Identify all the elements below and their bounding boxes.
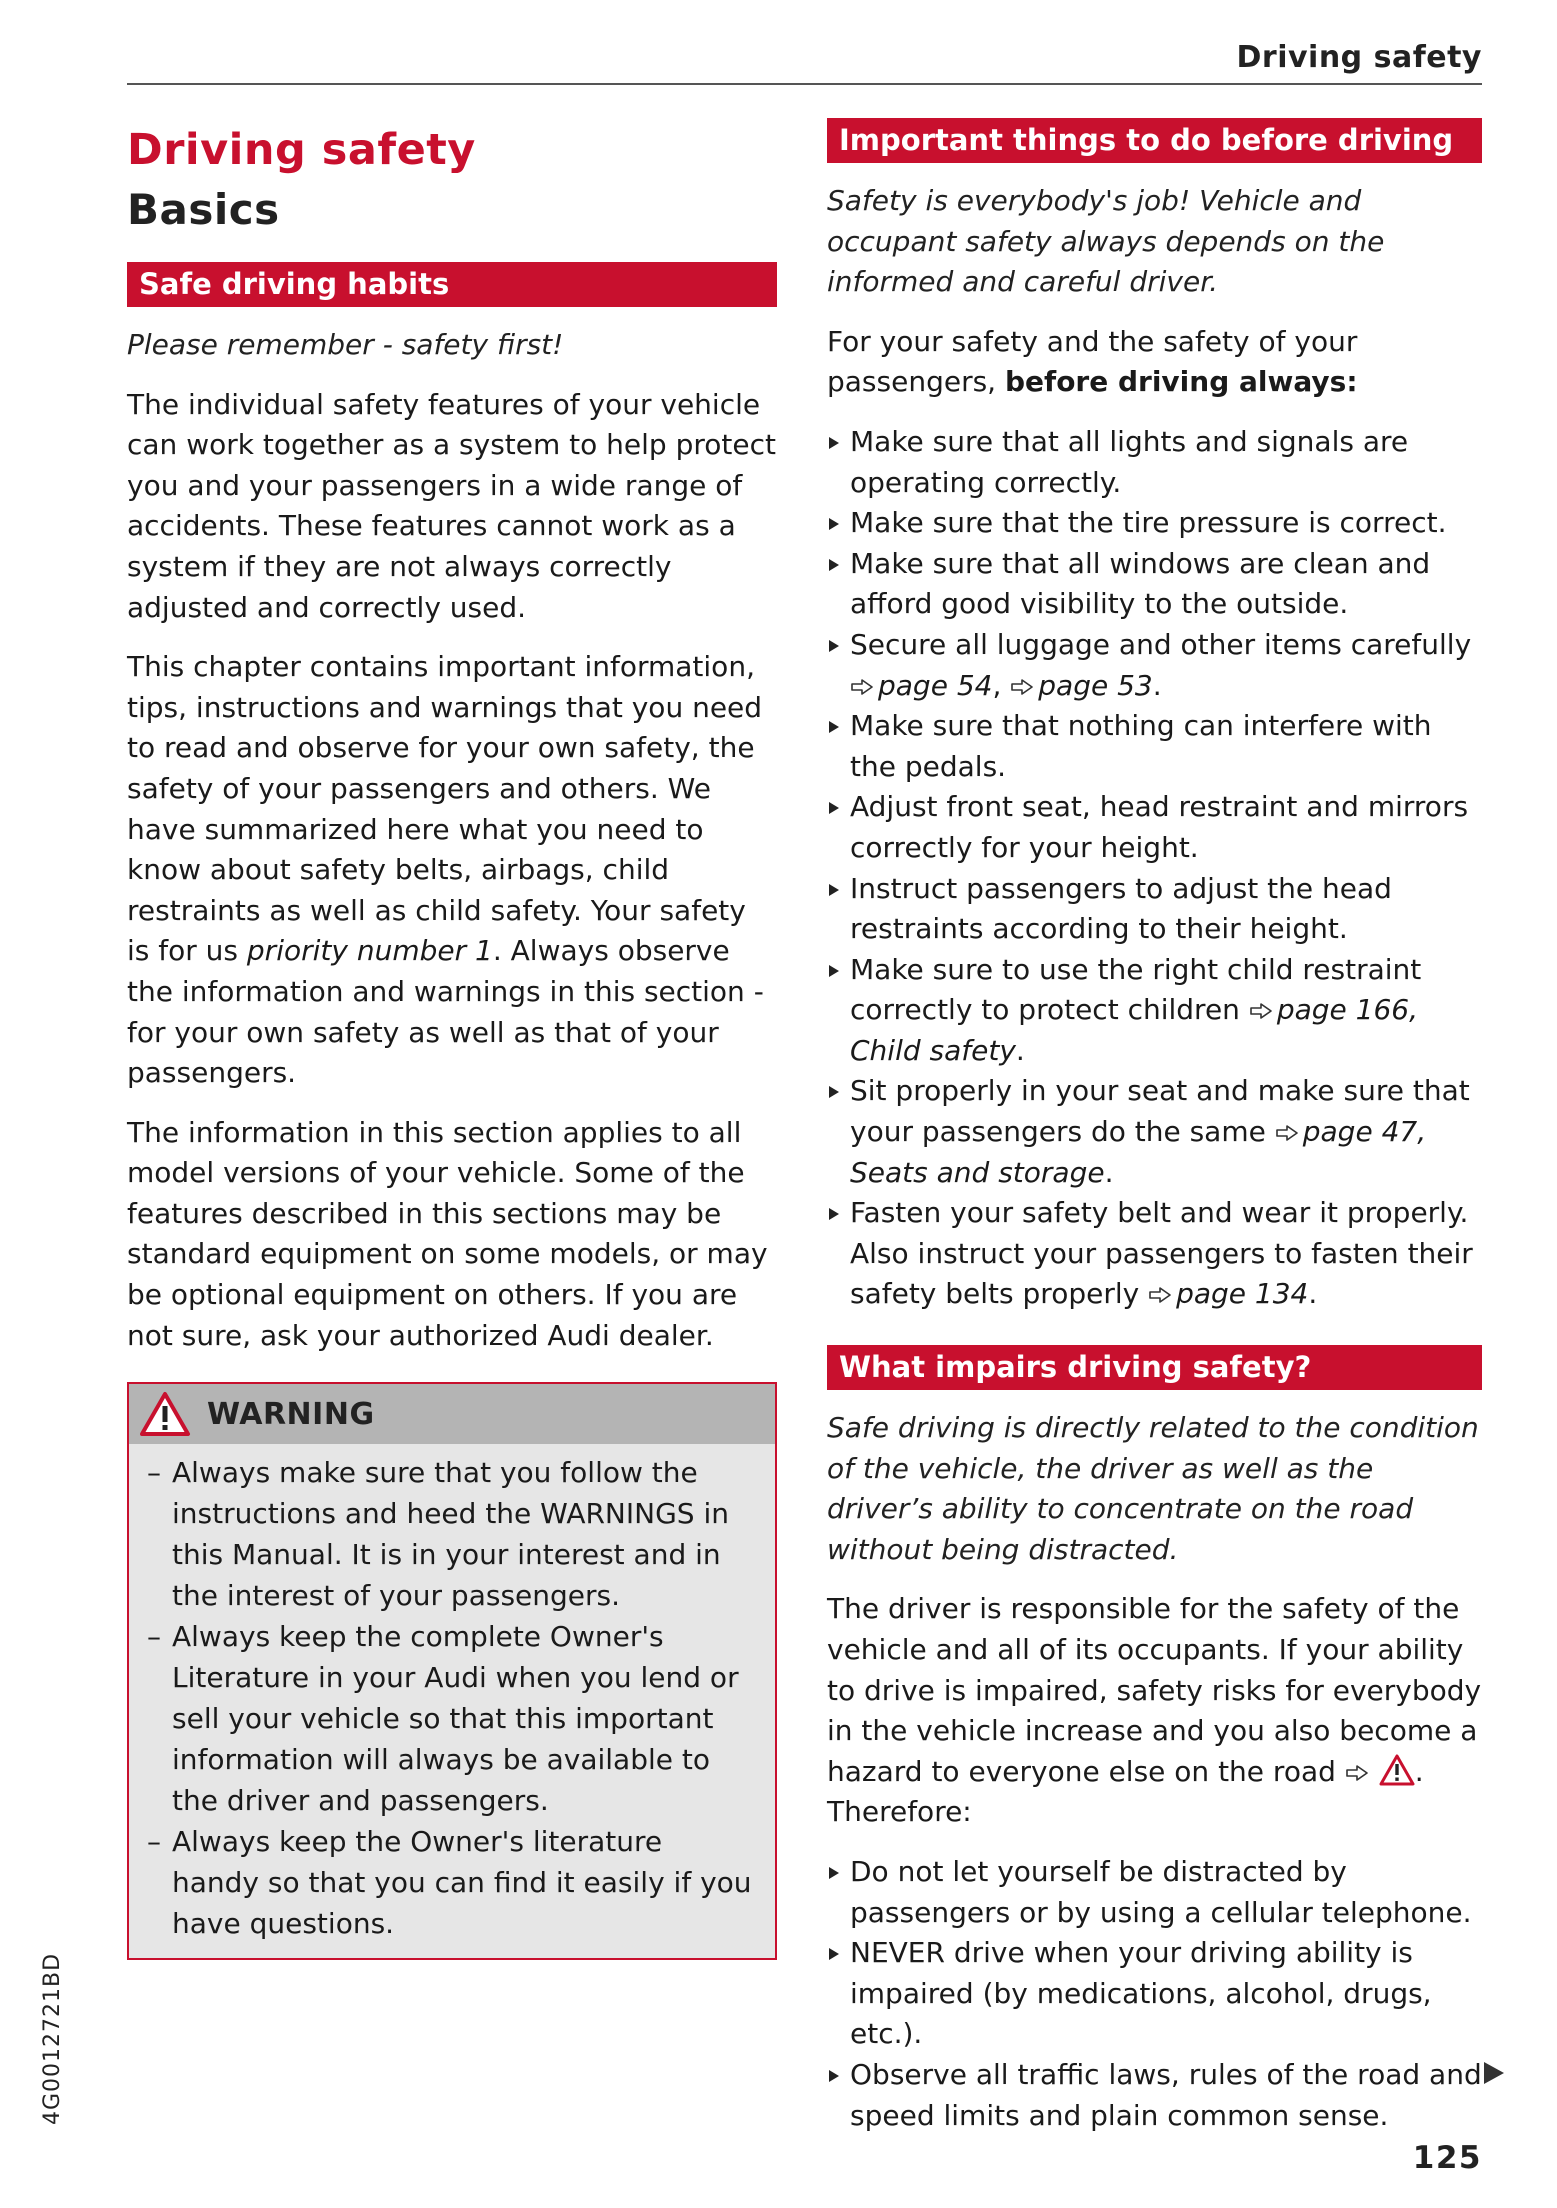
bullet-triangle-icon xyxy=(829,437,839,449)
bullet-triangle-icon xyxy=(829,640,839,652)
list-item xyxy=(827,869,1482,950)
list-item-text: Observe all traffic laws, rules of the road and speed limits and plain common sense. xyxy=(850,2057,1482,2132)
list-item xyxy=(827,787,1482,868)
reference-arrow-icon xyxy=(850,679,874,695)
bullet-triangle-icon xyxy=(829,2070,839,2082)
warning-dash: – xyxy=(147,1825,161,1859)
habits-paragraph-3: The information in this section applies to all model versions of your vehicle. Some of the features described in this sections may be standard equipment on some models, or may be optional equipment on others. If you are not sure, ask your authorized Audi dealer. xyxy=(127,1115,768,1352)
reference-arrow-icon xyxy=(1249,1003,1273,1019)
habits-paragraph-2-end: . Always observe the information and warnings in this section - for your own safety as well as that of your passengers. xyxy=(127,934,764,1090)
warning-item xyxy=(147,1821,757,1944)
habits-paragraph-2 xyxy=(127,647,777,1094)
impairs-safety-lead: Safe driving is directly related to the condition of the vehicle, the driver as well as the driver’s ability to concentrate on the road without being distracted. xyxy=(827,1411,1479,1566)
bullet-triangle-icon xyxy=(829,1867,839,1879)
page-reference-text[interactable]: page 134 xyxy=(1176,1277,1309,1311)
page-reference-link[interactable] xyxy=(1148,1277,1308,1310)
impairs-paragraph-text: The driver is responsible for the safety of the vehicle and all of its occupants. If your ability to drive is impaired, safety risks for everybody in the vehicle increase and you also become a hazard to everyone else on the road xyxy=(827,1592,1482,1788)
list-item xyxy=(827,950,1482,1072)
warning-dash: – xyxy=(147,1456,161,1490)
impairs-safety-heading: What impairs driving safety? xyxy=(827,1345,1482,1390)
warning-item xyxy=(147,1452,757,1616)
page-reference-text[interactable]: page 53 xyxy=(1038,668,1153,702)
habits-paragraph-1: The individual safety features of your vehicle can work together as a system to help protect you and your passengers in a wide range of accidents. These features cannot work as a system if they are not always correctly adjusted and correctly used. xyxy=(127,387,776,624)
reference-arrow-icon xyxy=(1148,1287,1172,1303)
before-driving-intro-text: For your safety and the safety of your passengers, xyxy=(827,324,1358,399)
warning-box xyxy=(127,1382,777,1960)
list-item-text: Secure all luggage and other items carefully xyxy=(850,627,1472,661)
list-item-end: . xyxy=(1152,668,1162,702)
list-item xyxy=(827,1071,1482,1193)
before-driving-intro xyxy=(827,322,1482,403)
list-item-end: . xyxy=(1308,1277,1318,1311)
page-reference-link[interactable] xyxy=(850,669,992,702)
document-code: 4G0012721BD xyxy=(40,1952,65,2125)
list-item-text: Make sure that the tire pressure is correct. xyxy=(850,506,1447,540)
warning-title: WARNING xyxy=(207,1396,375,1432)
warning-reference-link[interactable] xyxy=(1345,1755,1415,1788)
list-item-text: NEVER drive when your driving ability is impaired (by medications, alcohol, drugs, etc.). xyxy=(850,1936,1432,2051)
bullet-triangle-icon xyxy=(829,721,839,733)
bullet-triangle-icon xyxy=(829,965,839,977)
page-reference-text[interactable]: page 166, Child safety xyxy=(850,993,1419,1067)
warning-dash: – xyxy=(147,1620,161,1654)
list-item-text: Sit properly in your seat and make sure that your passengers do the same xyxy=(850,1074,1470,1149)
habits-paragraph-2-text: This chapter contains important information, tips, instructions and warnings that you need to read and observe for your own safety, the safety of your passengers and others. We have summarized here what you need to know about safety belts, airbags, child restraints as well as child safety. Your safety is for us xyxy=(127,650,763,968)
warning-list xyxy=(129,1444,775,1958)
list-item-text: Make sure that nothing can interfere with the pedals. xyxy=(850,709,1432,783)
bullet-triangle-icon xyxy=(829,802,839,814)
bullet-triangle-icon xyxy=(829,1086,839,1098)
list-item-text: Instruct passengers to adjust the head restraints according to their height. xyxy=(850,871,1392,946)
page-reference-text[interactable]: page 54 xyxy=(878,668,993,702)
list-item-end: . xyxy=(1015,1033,1025,1067)
bullet-triangle-icon xyxy=(829,1948,839,1960)
priority-emphasis: priority number 1 xyxy=(246,934,493,968)
list-item xyxy=(827,422,1482,503)
page-reference-text[interactable]: page 47, Seats and storage xyxy=(850,1115,1427,1189)
right-column xyxy=(827,118,1482,2155)
warning-item-text: Always keep the complete Owner's Literature in your Audi when you lend or sell your vehicle so that this important information will always be available to the driver and passengers. xyxy=(172,1620,739,1818)
before-driving-emphasis: before driving always: xyxy=(1004,365,1358,399)
impairs-list xyxy=(827,1852,1482,2136)
page-reference-link[interactable] xyxy=(1010,669,1152,702)
impairs-paragraph-end: . Therefore: xyxy=(827,1754,1424,1829)
list-item-text: Make sure that all windows are clean and afford good visibility to the outside. xyxy=(850,546,1431,621)
list-item-end: . xyxy=(1104,1155,1114,1189)
bullet-triangle-icon xyxy=(829,559,839,571)
list-item xyxy=(827,1193,1482,1315)
list-item xyxy=(827,2055,1482,2136)
warning-item xyxy=(147,1616,757,1821)
bullet-triangle-icon xyxy=(829,884,839,896)
warning-item-text: Always keep the Owner's literature handy so that you can find it easily if you have questions. xyxy=(172,1825,752,1941)
running-header: Driving safety xyxy=(1236,40,1482,75)
list-item xyxy=(827,503,1482,544)
list-item xyxy=(827,625,1482,706)
warning-header xyxy=(129,1384,775,1444)
list-item-text: Fasten your safety belt and wear it properly. Also instruct your passengers to fasten their safety belts properly xyxy=(850,1196,1473,1311)
list-item-text: Make sure to use the right child restraint correctly to protect children xyxy=(850,952,1422,1027)
reference-separator: , xyxy=(992,668,1011,702)
list-item xyxy=(827,1852,1482,1933)
list-item xyxy=(827,706,1482,787)
bullet-triangle-icon xyxy=(829,1208,839,1220)
before-driving-list xyxy=(827,422,1482,1315)
header-rule xyxy=(127,83,1482,85)
list-item-text: Adjust front seat, head restraint and mirrors correctly for your height. xyxy=(850,790,1469,864)
reference-arrow-icon xyxy=(1275,1125,1299,1141)
before-driving-heading: Important things to do before driving xyxy=(827,118,1482,163)
list-item xyxy=(827,544,1482,625)
warning-item-text: Always make sure that you follow the instructions and heed the WARNINGS in this Manual. It is in your interest and in the interest of your passengers. xyxy=(172,1456,729,1613)
reference-arrow-icon xyxy=(1345,1765,1369,1781)
page-number: 125 xyxy=(1412,2140,1482,2176)
left-column xyxy=(127,118,777,1960)
bullet-triangle-icon xyxy=(829,518,839,530)
warning-triangle-icon xyxy=(1379,1754,1415,1786)
list-item-text: Make sure that all lights and signals are operating correctly. xyxy=(850,424,1409,499)
before-driving-lead: Safety is everybody's job! Vehicle and occupant safety always depends on the informed and careful driver. xyxy=(827,184,1385,299)
safe-driving-habits-lead: Please remember - safety first! xyxy=(127,328,564,361)
section-title: Basics xyxy=(127,185,280,234)
list-item-text: Do not let yourself be distracted by passengers or by using a cellular telephone. xyxy=(850,1854,1472,1929)
reference-arrow-icon xyxy=(1010,679,1034,695)
impairs-paragraph xyxy=(827,1589,1482,1833)
safe-driving-habits-heading: Safe driving habits xyxy=(127,262,777,307)
warning-triangle-icon xyxy=(139,1391,191,1437)
list-item xyxy=(827,1933,1482,2055)
chapter-title: Driving safety xyxy=(127,125,476,175)
continue-arrow-icon xyxy=(1484,2062,1504,2084)
